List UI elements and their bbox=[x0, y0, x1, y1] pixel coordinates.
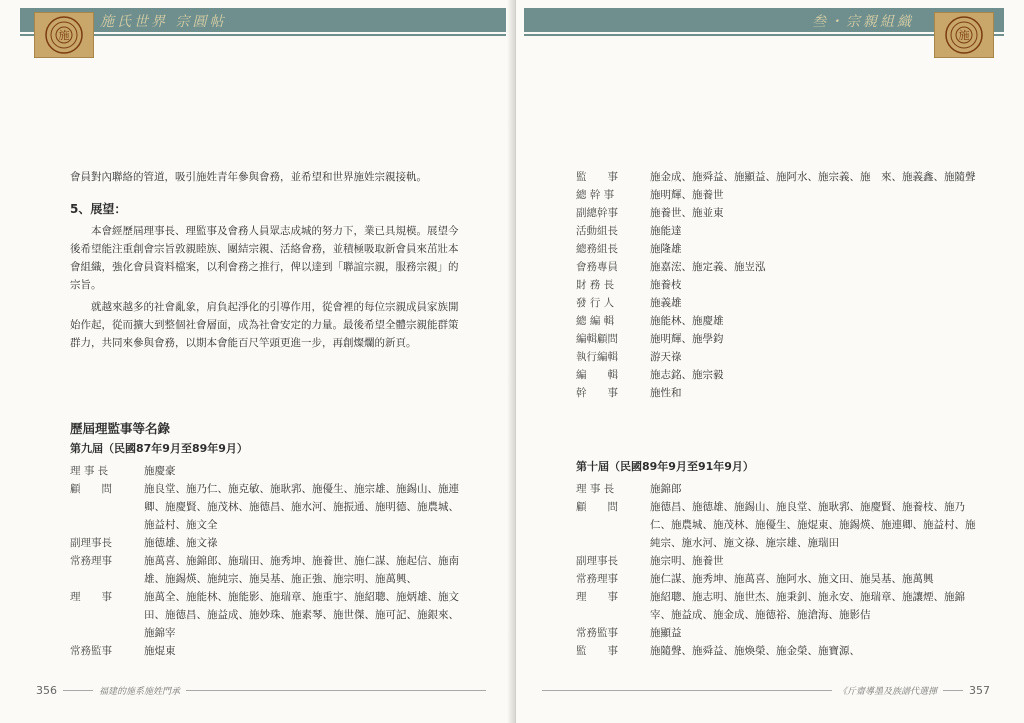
member-names: 施紹聰、施志明、施世杰、施秉釗、施永安、施瑞章、施讓煙、施錦宰、施益成、施金成、施德裕、施滄海、施影佶 bbox=[650, 591, 965, 621]
role-label: 理 事 長 bbox=[70, 465, 109, 477]
roster-row bbox=[576, 276, 976, 294]
intro-paragraph: 會員對內聯絡的管道，吸引施姓青年參與會務，並希望和世界施姓宗親接軌。 bbox=[70, 171, 427, 183]
roster-row bbox=[576, 642, 976, 660]
role-label: 編 輯 bbox=[576, 369, 618, 381]
roster-section bbox=[70, 420, 462, 660]
member-names: 施明輝、施養世 bbox=[650, 189, 724, 201]
term-9-title: 第九屆（民國87年9月至89年9月） bbox=[70, 442, 248, 455]
role-label: 發 行 人 bbox=[576, 297, 615, 309]
header-band bbox=[524, 8, 1004, 32]
roster-row bbox=[576, 222, 976, 240]
roster-row bbox=[70, 534, 462, 552]
svg-text:施: 施 bbox=[958, 29, 970, 42]
roster-row bbox=[576, 552, 976, 570]
roster-row bbox=[70, 462, 462, 480]
member-names: 施養世、施並東 bbox=[650, 207, 724, 219]
outlook-paragraph: 本會經歷屆理事長、理監事及會務人員眾志成城的努力下，業已具規模。展望今後希望能注重創會宗旨敦親睦族、團結宗親、活絡會務，並積極吸取新會員來茁壯本會組織，強化會員資料檔案，以利會務之推行，俾以達到「聯誼宗親，服務宗親」的宗旨。 bbox=[70, 225, 459, 291]
page-number: 356 bbox=[36, 684, 57, 697]
folio-rule bbox=[542, 690, 832, 691]
term-10-section bbox=[576, 456, 976, 660]
roster-row bbox=[70, 642, 462, 660]
roster-row bbox=[576, 330, 976, 348]
roster-row bbox=[70, 480, 462, 534]
roster-row bbox=[70, 552, 462, 588]
member-names: 施宗明、施養世 bbox=[650, 555, 724, 567]
member-names: 施嘉浤、施定義、施岦泓 bbox=[650, 261, 766, 273]
member-names: 施焜東 bbox=[144, 645, 176, 657]
term-10-title: 第十屆（民國89年9月至91年9月） bbox=[576, 460, 754, 473]
member-names: 施金成、施舜益、施顯益、施阿水、施宗義、施 來、施義鑫、施隨聲 bbox=[650, 171, 976, 183]
member-names: 施隨聲、施舜益、施煥榮、施金榮、施寶源、 bbox=[650, 645, 860, 657]
role-label: 理 事 bbox=[576, 591, 618, 603]
left-folio bbox=[30, 684, 486, 697]
folio-rule bbox=[186, 690, 486, 691]
roster-row bbox=[576, 258, 976, 276]
page-number: 357 bbox=[969, 684, 990, 697]
term-9-continued bbox=[576, 168, 976, 402]
header-title: 叁・宗親組織 bbox=[812, 14, 914, 30]
outlook-heading: 5、展望： bbox=[70, 202, 127, 216]
role-label: 副總幹事 bbox=[576, 207, 618, 219]
role-label: 常務理事 bbox=[70, 555, 112, 567]
footer-note: 福建的施系施姓門承 bbox=[99, 687, 181, 697]
member-names: 施志銘、施宗毅 bbox=[650, 369, 724, 381]
svg-text:施: 施 bbox=[58, 29, 70, 42]
member-names: 施慶豪 bbox=[144, 465, 176, 477]
clan-seal-logo bbox=[34, 12, 94, 58]
member-names: 施萬全、施能林、施能影、施瑞章、施重宇、施紹聰、施炳雄、施文田、施德昌、施益成、施妙珠、施素琴、施世傑、施可記、施銀來、施錦宰 bbox=[144, 591, 459, 639]
folio-rule bbox=[63, 690, 93, 691]
member-names: 施能林、施慶雄 bbox=[650, 315, 724, 327]
roster-row bbox=[576, 348, 976, 366]
role-label: 總 幹 事 bbox=[576, 189, 615, 201]
role-label: 常務監事 bbox=[576, 627, 618, 639]
member-names: 施能達 bbox=[650, 225, 682, 237]
roster-row bbox=[576, 498, 976, 552]
member-names: 施萬喜、施錦郎、施瑞田、施秀坤、施養世、施仁謀、施起信、施南雄、施錫煐、施純宗、施昊基、施正強、施宗明、施萬興、 bbox=[144, 555, 459, 585]
role-label: 幹 事 bbox=[576, 387, 618, 399]
role-label: 常務監事 bbox=[70, 645, 112, 657]
member-names: 施德雄、施文祿 bbox=[144, 537, 218, 549]
role-label: 編輯顧問 bbox=[576, 333, 618, 345]
roster-row bbox=[576, 186, 976, 204]
role-label: 活動組長 bbox=[576, 225, 618, 237]
member-names: 施明輝、施學鈞 bbox=[650, 333, 724, 345]
right-folio bbox=[542, 684, 996, 697]
member-names: 施顯益 bbox=[650, 627, 682, 639]
role-label: 監 事 bbox=[576, 645, 618, 657]
roster-row bbox=[576, 384, 976, 402]
left-body bbox=[70, 168, 462, 352]
roster-row bbox=[576, 480, 976, 498]
roster-row bbox=[576, 366, 976, 384]
member-names: 施養枝 bbox=[650, 279, 682, 291]
roster-row bbox=[576, 312, 976, 330]
roster-title: 歷屆理監事等名錄 bbox=[70, 421, 171, 436]
member-names: 施義雄 bbox=[650, 297, 682, 309]
header-title: 施氏世界 宗圓帖 bbox=[100, 14, 227, 30]
roster-row bbox=[576, 570, 976, 588]
role-label: 副理事長 bbox=[70, 537, 112, 549]
member-names: 施錦郎 bbox=[650, 483, 682, 495]
header-rule bbox=[524, 34, 1004, 36]
folio-rule bbox=[943, 690, 963, 691]
roster-row bbox=[576, 168, 976, 186]
seal-emblem-icon bbox=[44, 15, 84, 55]
role-label: 副理事長 bbox=[576, 555, 618, 567]
member-names: 施仁謀、施秀坤、施萬喜、施阿水、施文田、施昊基、施萬興 bbox=[650, 573, 934, 585]
role-label: 會務專員 bbox=[576, 261, 618, 273]
right-page bbox=[516, 0, 1024, 723]
roster-row bbox=[576, 588, 976, 624]
role-label: 財 務 長 bbox=[576, 279, 615, 291]
outlook-paragraph: 就越來越多的社會亂象，肩負起淨化的引導作用，從會裡的每位宗親成員家族開始作起，從而擴大到整個社會層面，成為社會安定的力量。最後希望全體宗親能群策群力，共同來參與會務，以期本會能百尺竿頭更進一步，再創燦爛的新頁。 bbox=[70, 301, 459, 349]
clan-seal-logo bbox=[934, 12, 994, 58]
roster-row bbox=[576, 204, 976, 222]
member-names: 施良堂、施乃仁、施克敏、施耿郛、施優生、施宗雄、施錫山、施連卿、施慶賢、施茂林、施德昌、施水河、施振通、施明德、施農城、施益村、施文全 bbox=[144, 483, 459, 531]
seal-emblem-icon bbox=[944, 15, 984, 55]
role-label: 顧 問 bbox=[576, 501, 618, 513]
role-label: 執行編輯 bbox=[576, 351, 618, 363]
role-label: 理 事 bbox=[70, 591, 112, 603]
member-names: 施隆雄 bbox=[650, 243, 682, 255]
member-names: 施性和 bbox=[650, 387, 682, 399]
roster-row bbox=[70, 588, 462, 642]
roster-row bbox=[576, 294, 976, 312]
role-label: 顧 問 bbox=[70, 483, 112, 495]
roster-row bbox=[576, 240, 976, 258]
role-label: 總 編 輯 bbox=[576, 315, 615, 327]
member-names: 游天祿 bbox=[650, 351, 682, 363]
role-label: 監 事 bbox=[576, 171, 618, 183]
role-label: 常務理事 bbox=[576, 573, 618, 585]
footer-note: 《斤齋導墨及族譜代選揮 bbox=[837, 687, 937, 697]
role-label: 理 事 長 bbox=[576, 483, 615, 495]
roster-row bbox=[576, 624, 976, 642]
member-names: 施德昌、施德雄、施錫山、施良堂、施耿郛、施慶賢、施養枝、施乃仁、施農城、施茂林、施優生、施焜東、施錫煐、施連卿、施益村、施純宗、施水河、施文祿、施宗雄、施瑞田 bbox=[650, 501, 976, 549]
role-label: 總務組長 bbox=[576, 243, 618, 255]
